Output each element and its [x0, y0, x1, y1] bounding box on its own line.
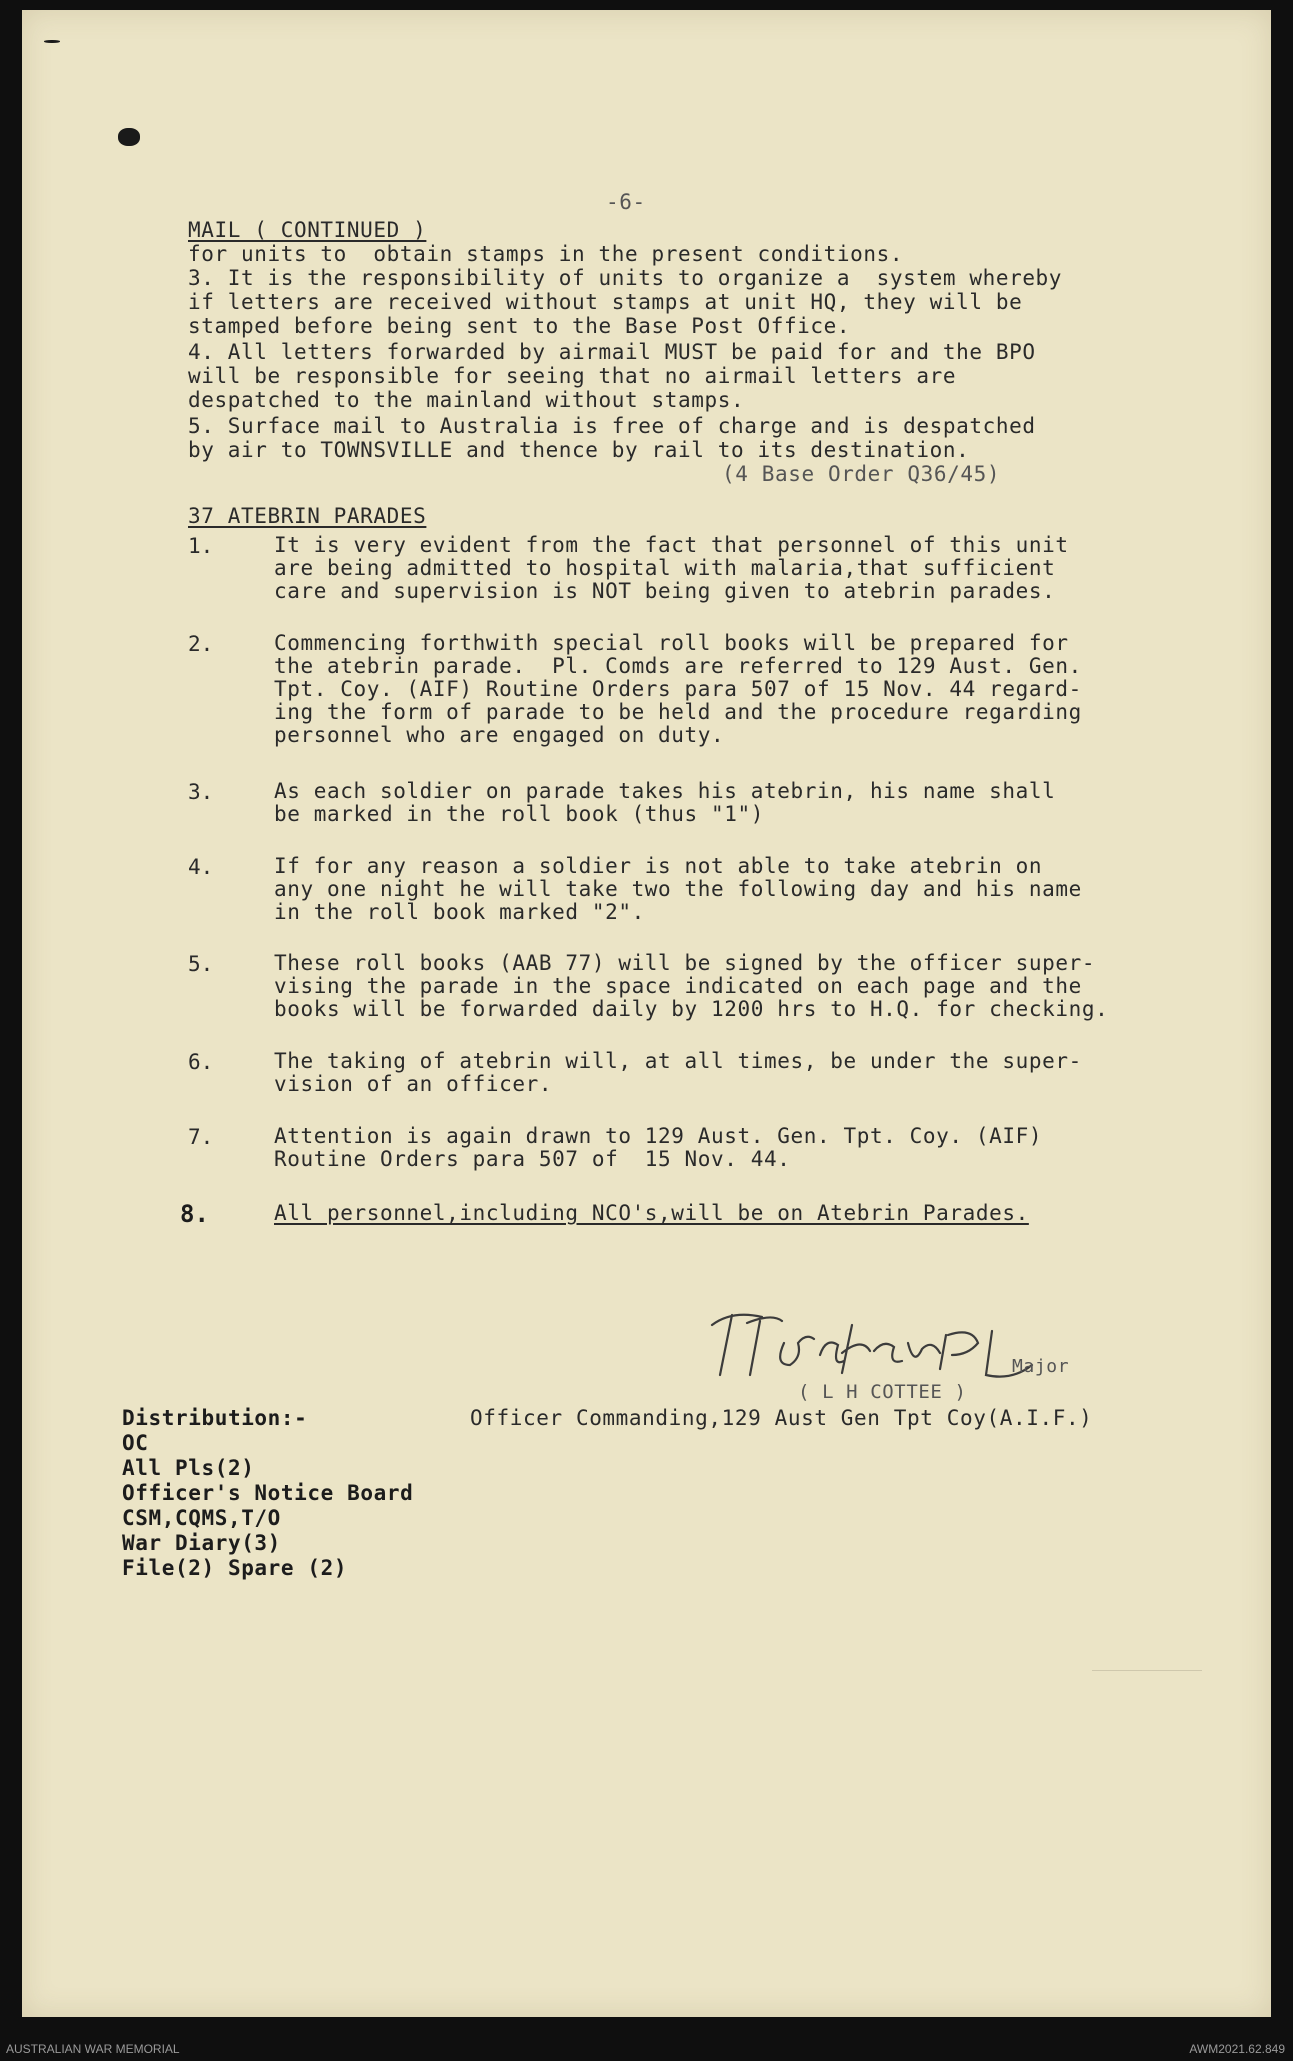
distribution-item: CSM,CQMS,T/O [122, 1506, 281, 1530]
signature-rank: Major [1012, 1356, 1070, 1377]
mail-line: 4. All letters forwarded by airmail MUST be paid for and the BPO [188, 340, 1036, 364]
distribution-item: OC [122, 1431, 149, 1455]
paragraph-text: If for any reason a soldier is not able to take atebrin on any one night he will take two the following day and his name in the roll book marked "2". [274, 854, 1082, 924]
footer-left: AUSTRALIAN WAR MEMORIAL [6, 2042, 180, 2056]
mail-line: if letters are received without stamps at unit HQ, they will be [188, 290, 1023, 314]
paragraph-number: 2. [188, 632, 214, 656]
distribution-item: All Pls(2) [122, 1456, 255, 1480]
mail-line: despatched to the mainland without stamps. [188, 388, 745, 412]
page-number: -6- [606, 190, 646, 214]
paragraph-number: 3. [188, 780, 214, 804]
paragraph-text: These roll books (AAB 77) will be signed by the officer super- vising the parade in the space indicated on each page and the books will be forwarded daily by 1200 hrs to H.Q. for checking. [274, 951, 1109, 1021]
paragraph-number: 4. [188, 855, 214, 879]
paragraph-number: 5. [188, 952, 214, 976]
paragraph-text: All personnel,including NCO's,will be on Atebrin Parades. [274, 1201, 1029, 1225]
mail-line: 5. Surface mail to Australia is free of charge and is despatched [188, 414, 1036, 438]
mail-heading: MAIL ( CONTINUED ) [188, 218, 427, 242]
paragraph-text: As each soldier on parade takes his atebrin, his name shall be marked in the roll book (thus "1") [274, 779, 1056, 826]
punch-hole-mark [44, 40, 60, 43]
paragraph-text: It is very evident from the fact that personnel of this unit are being admitted to hospital with malaria,that sufficient care and supervision is NOT being given to atebrin parades. [274, 533, 1069, 603]
distribution-heading: Distribution:- [122, 1406, 308, 1430]
footer-right: AWM2021.62.849 [1189, 2042, 1285, 2056]
paragraph-number: 8. [180, 1200, 209, 1228]
mail-reference: (4 Base Order Q36/45) [722, 462, 1001, 486]
paragraph-number: 6. [188, 1050, 214, 1074]
paragraph-number: 1. [188, 534, 214, 558]
mail-line: for units to obtain stamps in the present conditions. [188, 242, 904, 266]
signature-name: ( L H COTTEE ) [798, 1381, 967, 1403]
paragraph-text: Commencing forthwith special roll books will be prepared for the atebrin parade. Pl. Comds are referred to 129 Aust. Gen. Tpt. Coy. (AIF) Routine Orders para 507 of 15 Nov. 44 regard- ing the form of parade to be held and the procedure regarding personnel who are engaged on duty. [274, 631, 1082, 747]
atebrin-heading: 37 ATEBRIN PARADES [188, 504, 427, 528]
mail-line: stamped before being sent to the Base Post Office. [188, 314, 851, 338]
bleed-through-mark [1092, 1670, 1202, 1731]
distribution-item: Officer's Notice Board [122, 1481, 414, 1505]
punch-hole-mark [118, 128, 140, 146]
paragraph-number: 7. [188, 1125, 214, 1149]
mail-line: 3. It is the responsibility of units to organize a system whereby [188, 266, 1063, 290]
paragraph-text: Attention is again drawn to 129 Aust. Gen. Tpt. Coy. (AIF) Routine Orders para 507 of 15 Nov. 44. [274, 1124, 1043, 1171]
signature-title: Officer Commanding,129 Aust Gen Tpt Coy(A.I.F.) [470, 1406, 1093, 1430]
distribution-item: File(2) Spare (2) [122, 1556, 348, 1580]
document-page [22, 10, 1271, 2017]
mail-line: will be responsible for seeing that no airmail letters are [188, 364, 957, 388]
mail-line: by air to TOWNSVILLE and thence by rail to its destination. [188, 438, 970, 462]
distribution-item: War Diary(3) [122, 1531, 281, 1555]
paragraph-text: The taking of atebrin will, at all times, be under the super- vision of an officer. [274, 1049, 1082, 1096]
